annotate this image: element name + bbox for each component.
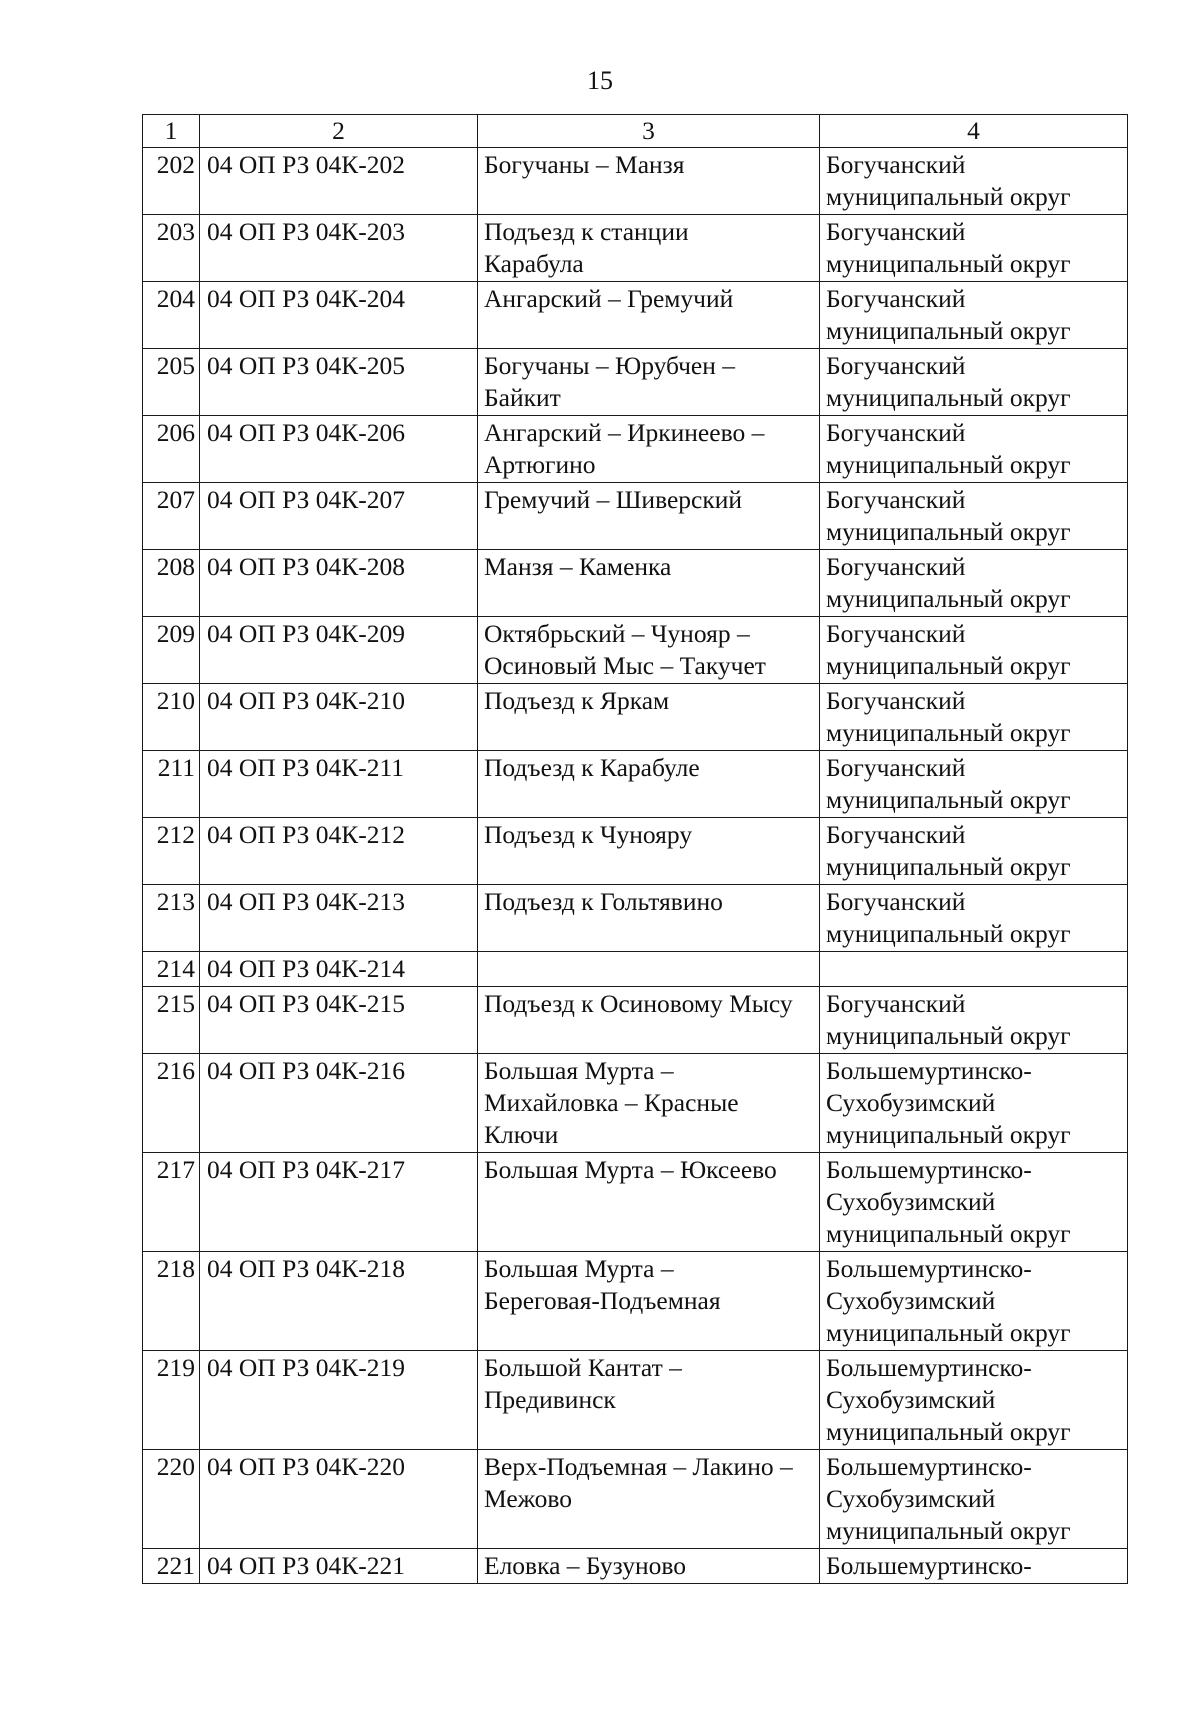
- district-cell: Богучанский муниципальный округ: [820, 349, 1128, 416]
- road-code-cell: 04 ОП РЗ 04К-202: [200, 148, 478, 215]
- row-number-cell: 214: [143, 952, 200, 987]
- road-code-cell: 04 ОП РЗ 04К-216: [200, 1054, 478, 1153]
- district-cell: Большемуртинско- Сухобузимский муниципальный округ: [820, 1054, 1128, 1153]
- road-name-cell: Большой Кантат – Предивинск: [478, 1351, 820, 1450]
- district-cell: Богучанский муниципальный округ: [820, 751, 1128, 818]
- district-cell: Богучанский муниципальный округ: [820, 617, 1128, 684]
- district-cell: [820, 952, 1128, 987]
- row-number-cell: 212: [143, 818, 200, 885]
- roads-table: [142, 114, 1128, 1584]
- row-number-cell: 216: [143, 1054, 200, 1153]
- row-number-cell: 221: [143, 1549, 200, 1584]
- row-number-cell: 206: [143, 416, 200, 483]
- column-header-1: 1: [143, 115, 200, 148]
- district-cell: Богучанский муниципальный округ: [820, 550, 1128, 617]
- road-code-cell: 04 ОП РЗ 04К-204: [200, 282, 478, 349]
- row-number-cell: 202: [143, 148, 200, 215]
- table-header: [143, 115, 1128, 148]
- district-cell: Богучанский муниципальный округ: [820, 282, 1128, 349]
- road-name-cell: Большая Мурта – Михайловка – Красные Ключи: [478, 1054, 820, 1153]
- road-name-cell: Ангарский – Гремучий: [478, 282, 820, 349]
- road-name-cell: Еловка – Бузуново: [478, 1549, 820, 1584]
- road-name-cell: Верх-Подъемная – Лакино – Межово: [478, 1450, 820, 1549]
- road-code-cell: 04 ОП РЗ 04К-217: [200, 1153, 478, 1252]
- table-row: [143, 1549, 1128, 1584]
- road-name-cell: Ангарский – Иркинеево – Артюгино: [478, 416, 820, 483]
- road-name-cell: Богучаны – Юрубчен – Байкит: [478, 349, 820, 416]
- header-row: [143, 115, 1128, 148]
- road-code-cell: 04 ОП РЗ 04К-218: [200, 1252, 478, 1351]
- road-code-cell: 04 ОП РЗ 04К-214: [200, 952, 478, 987]
- district-cell: Богучанский муниципальный округ: [820, 215, 1128, 282]
- district-cell: Богучанский муниципальный округ: [820, 416, 1128, 483]
- row-number-cell: 219: [143, 1351, 200, 1450]
- road-code-cell: 04 ОП РЗ 04К-207: [200, 483, 478, 550]
- district-cell: Большемуртинско- Сухобузимский муниципальный округ: [820, 1252, 1128, 1351]
- table-row: [143, 483, 1128, 550]
- table-row: [143, 550, 1128, 617]
- row-number-cell: 205: [143, 349, 200, 416]
- road-name-cell: Манзя – Каменка: [478, 550, 820, 617]
- road-name-cell: Гремучий – Шиверский: [478, 483, 820, 550]
- district-cell: Богучанский муниципальный округ: [820, 818, 1128, 885]
- district-cell: Богучанский муниципальный округ: [820, 987, 1128, 1054]
- row-number-cell: 209: [143, 617, 200, 684]
- district-cell: Большемуртинско- Сухобузимский муниципальный округ: [820, 1450, 1128, 1549]
- road-code-cell: 04 ОП РЗ 04К-208: [200, 550, 478, 617]
- table-row: [143, 751, 1128, 818]
- row-number-cell: 211: [143, 751, 200, 818]
- road-code-cell: 04 ОП РЗ 04К-220: [200, 1450, 478, 1549]
- road-code-cell: 04 ОП РЗ 04К-210: [200, 684, 478, 751]
- table-row: [143, 987, 1128, 1054]
- road-code-cell: 04 ОП РЗ 04К-205: [200, 349, 478, 416]
- row-number-cell: 217: [143, 1153, 200, 1252]
- table-row: [143, 818, 1128, 885]
- table-row: [143, 215, 1128, 282]
- road-code-cell: 04 ОП РЗ 04К-213: [200, 885, 478, 952]
- road-name-cell: Большая Мурта – Юксеево: [478, 1153, 820, 1252]
- road-name-cell: Подъезд к Гольтявино: [478, 885, 820, 952]
- table-row: [143, 282, 1128, 349]
- table-row: [143, 1153, 1128, 1252]
- row-number-cell: 208: [143, 550, 200, 617]
- road-name-cell: Богучаны – Манзя: [478, 148, 820, 215]
- table-row: [143, 617, 1128, 684]
- row-number-cell: 204: [143, 282, 200, 349]
- road-code-cell: 04 ОП РЗ 04К-203: [200, 215, 478, 282]
- table-row: [143, 148, 1128, 215]
- table-row: [143, 1252, 1128, 1351]
- road-name-cell: Подъезд к Карабуле: [478, 751, 820, 818]
- row-number-cell: 215: [143, 987, 200, 1054]
- table-row: [143, 952, 1128, 987]
- table-row: [143, 1450, 1128, 1549]
- row-number-cell: 220: [143, 1450, 200, 1549]
- road-name-cell: Подъезд к Осиновому Мысу: [478, 987, 820, 1054]
- district-cell: Большемуртинско- Сухобузимский муниципальный округ: [820, 1351, 1128, 1450]
- road-name-cell: [478, 952, 820, 987]
- column-header-4: 4: [820, 115, 1128, 148]
- table-body: [143, 148, 1128, 1584]
- page-number: 15: [587, 66, 613, 95]
- table-row: [143, 1054, 1128, 1153]
- column-header-2: 2: [200, 115, 478, 148]
- column-header-3: 3: [478, 115, 820, 148]
- district-cell: Богучанский муниципальный округ: [820, 885, 1128, 952]
- row-number-cell: 203: [143, 215, 200, 282]
- row-number-cell: 210: [143, 684, 200, 751]
- table-row: [143, 684, 1128, 751]
- district-cell: Большемуртинско-: [820, 1549, 1128, 1584]
- road-name-cell: Подъезд к Чунояру: [478, 818, 820, 885]
- road-name-cell: Подъезд к станции Карабула: [478, 215, 820, 282]
- row-number-cell: 213: [143, 885, 200, 952]
- road-name-cell: Октябрьский – Чунояр – Осиновый Мыс – Такучет: [478, 617, 820, 684]
- district-cell: Богучанский муниципальный округ: [820, 148, 1128, 215]
- road-code-cell: 04 ОП РЗ 04К-215: [200, 987, 478, 1054]
- road-code-cell: 04 ОП РЗ 04К-209: [200, 617, 478, 684]
- row-number-cell: 218: [143, 1252, 200, 1351]
- row-number-cell: 207: [143, 483, 200, 550]
- table-row: [143, 416, 1128, 483]
- road-code-cell: 04 ОП РЗ 04К-221: [200, 1549, 478, 1584]
- road-code-cell: 04 ОП РЗ 04К-206: [200, 416, 478, 483]
- road-code-cell: 04 ОП РЗ 04К-212: [200, 818, 478, 885]
- road-name-cell: Подъезд к Яркам: [478, 684, 820, 751]
- road-name-cell: Большая Мурта – Береговая-Подъемная: [478, 1252, 820, 1351]
- table-row: [143, 349, 1128, 416]
- road-code-cell: 04 ОП РЗ 04К-211: [200, 751, 478, 818]
- district-cell: Богучанский муниципальный округ: [820, 483, 1128, 550]
- table-row: [143, 1351, 1128, 1450]
- table-row: [143, 885, 1128, 952]
- road-code-cell: 04 ОП РЗ 04К-219: [200, 1351, 478, 1450]
- district-cell: Богучанский муниципальный округ: [820, 684, 1128, 751]
- district-cell: Большемуртинско- Сухобузимский муниципальный округ: [820, 1153, 1128, 1252]
